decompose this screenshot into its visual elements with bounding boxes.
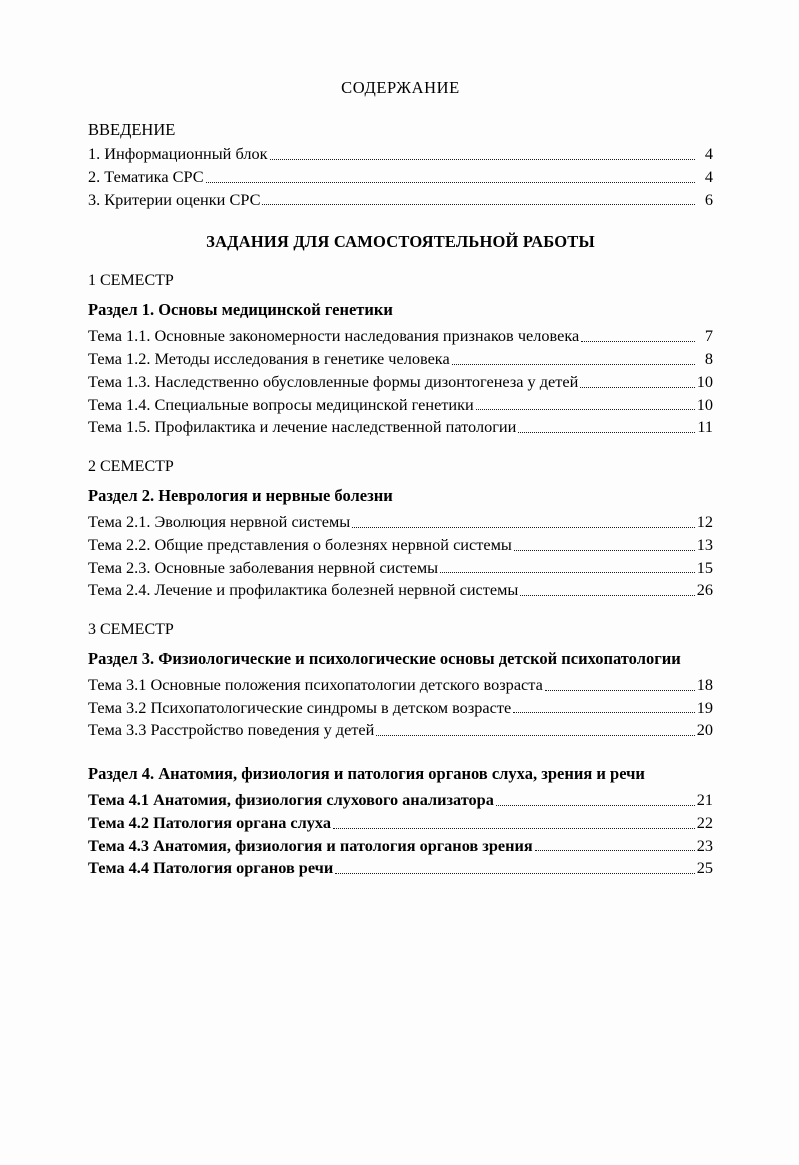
- toc-entry[interactable]: [88, 557, 713, 579]
- toc-entry-page: 18: [696, 674, 713, 694]
- toc-entry-label: Тема 2.4. Лечение и профилактика болезней нервной системы: [88, 580, 519, 600]
- toc-entry-label: Тема 2.3. Основные заболевания нервной системы: [88, 557, 439, 577]
- toc-entry[interactable]: [88, 348, 713, 370]
- toc-entry-label: Тема 2.2. Общие представления о болезнях нервной системы: [88, 534, 512, 554]
- toc-entry-page: 25: [696, 858, 713, 878]
- toc-entry-label: Тема 4.3 Анатомия, физиология и патология органов зрения: [88, 835, 533, 855]
- toc-entry-label: Тема 1.5. Профилактика и лечение наследственной патологии: [88, 417, 517, 437]
- semester-label-3: 3 СЕМЕСТР: [88, 621, 174, 639]
- dot-leader: [476, 408, 695, 410]
- toc-entry[interactable]: [88, 166, 713, 188]
- toc-entry[interactable]: [88, 189, 713, 211]
- toc-entry-label: Тема 1.4. Специальные вопросы медицинской генетики: [88, 394, 474, 414]
- section-title-3: Раздел 3. Физиологические и психологические основы детской психопатологии: [88, 649, 681, 669]
- dot-leader: [520, 594, 694, 596]
- dot-leader: [514, 549, 695, 551]
- toc-entry-label: 2. Тематика СРС: [88, 166, 204, 186]
- toc-entry[interactable]: [88, 789, 713, 811]
- toc-entry-page: 10: [696, 394, 713, 414]
- toc-entry-label: Тема 1.3. Наследственно обусловленные формы дизонтогенеза у детей: [88, 371, 579, 391]
- toc-entry-label: Тема 4.1 Анатомия, физиология слухового анализатора: [88, 789, 494, 809]
- dot-leader: [376, 734, 694, 736]
- toc-entry-page: 12: [696, 511, 713, 531]
- dot-leader: [452, 363, 695, 365]
- toc-entry-page: 23: [696, 835, 713, 855]
- toc-entry-page: 15: [696, 557, 713, 577]
- semester-label-1: 1 СЕМЕСТР: [88, 272, 174, 290]
- dot-leader: [496, 804, 695, 806]
- section-entries-1: [88, 325, 713, 438]
- toc-entry-page: 6: [704, 189, 713, 209]
- toc-entry[interactable]: [88, 812, 713, 834]
- dot-leader: [270, 158, 695, 160]
- dot-leader: [581, 340, 695, 342]
- dot-leader: [352, 526, 695, 528]
- dot-leader: [333, 827, 695, 829]
- toc-entry-label: Тема 4.2 Патология органа слуха: [88, 812, 331, 832]
- dot-leader: [545, 689, 695, 691]
- section-title-2: Раздел 2. Неврология и нервные болезни: [88, 486, 393, 506]
- toc-entry-label: Тема 3.3 Расстройство поведения у детей: [88, 720, 375, 740]
- page-title: СОДЕРЖАНИЕ: [341, 78, 460, 97]
- section-entries-2: [88, 511, 713, 601]
- toc-entry-page: 19: [696, 697, 713, 717]
- section-entries-4: [88, 789, 713, 879]
- toc-entry-label: Тема 1.2. Методы исследования в генетике человека: [88, 348, 450, 368]
- toc-entry[interactable]: [88, 416, 713, 438]
- toc-entry[interactable]: [88, 719, 713, 741]
- toc-entry-label: 1. Информационный блок: [88, 144, 268, 163]
- toc-entry-page: 21: [696, 789, 713, 809]
- toc-entry-page: 10: [696, 371, 713, 391]
- toc-entry[interactable]: [88, 835, 713, 857]
- toc-entry-page: 7: [704, 326, 713, 346]
- toc-entry[interactable]: [88, 857, 713, 879]
- dot-leader: [535, 849, 695, 851]
- table-of-contents: [88, 78, 713, 880]
- toc-entry-label: Тема 3.1 Основные положения психопатологии детского возраста: [88, 674, 543, 694]
- toc-entry-label: Тема 2.1. Эволюция нервной системы: [88, 511, 351, 531]
- assignments-heading: ЗАДАНИЯ ДЛЯ САМОСТОЯТЕЛЬНОЙ РАБОТЫ: [206, 232, 595, 252]
- toc-entry-page: 4: [704, 166, 713, 186]
- dot-leader: [335, 872, 694, 874]
- semester-label-2: 2 СЕМЕСТР: [88, 458, 174, 476]
- toc-entry[interactable]: [88, 325, 713, 347]
- dot-leader: [440, 571, 695, 573]
- toc-entry[interactable]: [88, 394, 713, 416]
- toc-entry-label: 3. Критерии оценки СРС: [88, 189, 261, 209]
- toc-entry[interactable]: [88, 579, 713, 601]
- section-entries-3: [88, 674, 713, 741]
- section-title-1: Раздел 1. Основы медицинской генетики: [88, 300, 393, 320]
- toc-entry-label: Тема 3.2 Психопатологические синдромы в детском возрасте: [88, 697, 512, 717]
- toc-entry[interactable]: [88, 511, 713, 533]
- section-title-4: Раздел 4. Анатомия, физиология и патология органов слуха, зрения и речи: [88, 764, 645, 784]
- dot-leader: [262, 203, 695, 205]
- dot-leader: [580, 386, 694, 388]
- toc-entry-page: 4: [704, 144, 713, 163]
- toc-entry[interactable]: [88, 371, 713, 393]
- toc-entry-page: 22: [696, 812, 713, 832]
- toc-entry[interactable]: [88, 674, 713, 696]
- toc-entry[interactable]: [88, 143, 713, 165]
- intro-entries: [88, 143, 713, 210]
- dot-leader: [513, 711, 695, 713]
- toc-entry[interactable]: [88, 534, 713, 556]
- toc-entry-page: 20: [696, 720, 713, 740]
- toc-entry[interactable]: [88, 697, 713, 719]
- dot-leader: [206, 181, 695, 183]
- toc-entry-page: 8: [704, 348, 713, 368]
- intro-label: ВВЕДЕНИЕ: [88, 120, 176, 139]
- toc-entry-label: Тема 4.4 Патология органов речи: [88, 858, 334, 878]
- toc-entry-label: Тема 1.1. Основные закономерности наследования признаков человека: [88, 326, 580, 346]
- dot-leader: [518, 431, 695, 433]
- toc-entry-page: 26: [696, 580, 713, 600]
- toc-entry-page: 13: [696, 534, 713, 554]
- toc-entry-page: 11: [697, 417, 713, 437]
